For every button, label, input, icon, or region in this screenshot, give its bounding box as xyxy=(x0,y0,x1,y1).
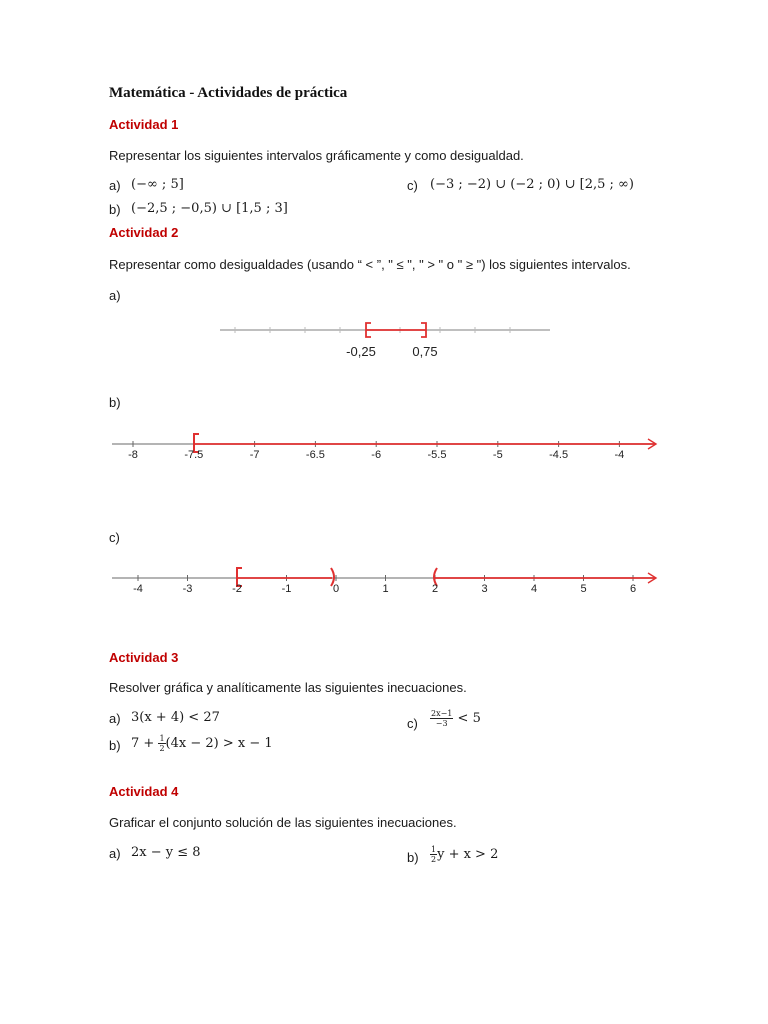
tick-label: -7 xyxy=(249,449,260,461)
tick-label: -6 xyxy=(371,449,382,461)
activity-1-heading: Actividad 1 xyxy=(109,117,179,132)
inequality-expression: 7 + $\frac{1}{2}$ (4x − 2) > x − 1 xyxy=(131,734,273,753)
tick-label: 3 xyxy=(481,583,488,595)
tick-label: -3 xyxy=(182,583,193,595)
tick-label: 1 xyxy=(382,583,389,595)
tick-label: 4 xyxy=(530,583,538,595)
tick-label: -6.5 xyxy=(305,449,325,461)
tick-label: -4 xyxy=(614,449,625,461)
page-title: Matemática - Actividades de práctica xyxy=(109,85,348,101)
interval-expression: (−∞ ; 5] xyxy=(131,177,184,192)
inequality-expression: 3(x + 4) < 27 xyxy=(131,710,220,725)
tick-label: -2 xyxy=(232,583,242,595)
activity-4-instruction: Graficar el conjunto solución de las siguientes inecuaciones. xyxy=(109,815,457,830)
tick-label: 0 xyxy=(332,583,340,595)
activity-2-heading: Actividad 2 xyxy=(109,225,179,240)
interval-expression: (−2,5 ; −0,5) ∪ [1,5 ; 3] xyxy=(131,201,288,216)
activity-4-heading: Actividad 4 xyxy=(109,784,179,799)
interval-expression: (−3 ; −2) ∪ (−2 ; 0) ∪ [2,5 ; ∞) xyxy=(430,177,634,192)
item-label: a) xyxy=(109,288,121,303)
inequality-expression: $\frac{1}{2}$ y + x > 2 xyxy=(431,845,499,864)
number-line-c xyxy=(110,565,660,600)
item-label: a) xyxy=(109,178,121,193)
item-label: b) xyxy=(109,202,121,217)
item-label: c) xyxy=(407,716,418,731)
item-label: a) xyxy=(109,711,121,726)
tick-label: 6 xyxy=(629,583,637,595)
item-label: b) xyxy=(109,738,121,753)
activity-3-heading: Actividad 3 xyxy=(109,650,179,665)
activity-2-instruction: Representar como desigualdades (usando “ < ”, " ≤ ", " > " o " ≥ ") los siguientes intervalos. xyxy=(109,257,631,272)
item-label: c) xyxy=(109,530,120,545)
tick-label: -5.5 xyxy=(427,449,447,461)
tick-label: -4.5 xyxy=(549,449,569,461)
tick-label: 5 xyxy=(580,583,587,595)
item-label: a) xyxy=(109,846,121,861)
tick-label: 2 xyxy=(431,583,439,595)
tick-label: -5 xyxy=(492,449,503,461)
inequality-expression: $\frac{2x-1}{-3}$ < 5 xyxy=(431,709,481,728)
tick-label: -1 xyxy=(281,583,292,595)
tick-label: -0,25 xyxy=(346,344,376,359)
tick-label: -8 xyxy=(128,449,138,461)
activity-1-instruction: Representar los siguientes intervalos gráficamente y como desigualdad. xyxy=(109,148,524,163)
tick-label: 0,75 xyxy=(412,344,438,359)
activity-3-instruction: Resolver gráfica y analíticamente las siguientes inecuaciones. xyxy=(109,680,467,695)
item-label: b) xyxy=(407,850,419,865)
inequality-expression: 2x − y ≤ 8 xyxy=(131,845,201,860)
tick-label: -7.5 xyxy=(184,449,204,461)
number-line-b xyxy=(110,430,660,465)
tick-label: -4 xyxy=(133,583,143,595)
number-line-a xyxy=(215,315,555,365)
item-label: b) xyxy=(109,395,121,410)
item-label: c) xyxy=(407,178,418,193)
